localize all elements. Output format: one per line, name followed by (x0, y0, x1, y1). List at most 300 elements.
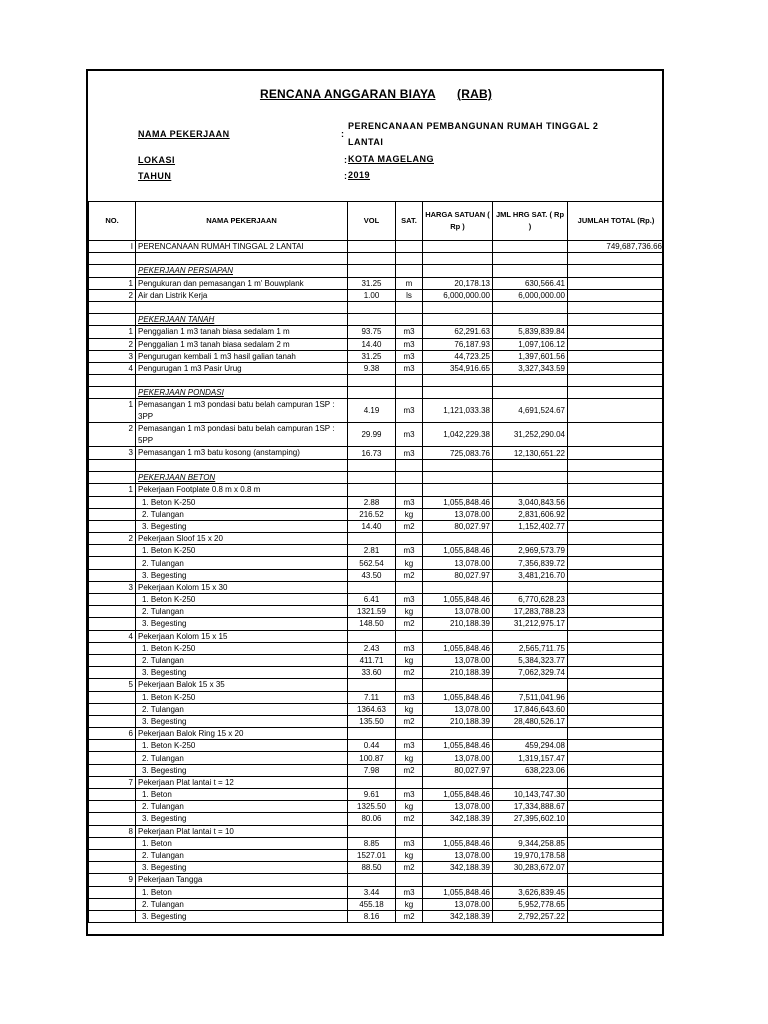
cell-jumlah-total (568, 849, 665, 861)
cell-no: 4 (89, 362, 136, 374)
table-row (89, 241, 665, 253)
cell-sat: m2 (396, 764, 423, 776)
cell-nama-pekerjaan: 2. Tulangan (136, 557, 348, 569)
cell-jml-hrg-sat (493, 581, 568, 593)
cell-no (89, 545, 136, 557)
table-row (89, 874, 665, 886)
cell-vol: 8.85 (348, 837, 396, 849)
cell-sat (396, 776, 423, 788)
cell-no (89, 654, 136, 666)
cell-sat: kg (396, 801, 423, 813)
cell-vol (348, 265, 396, 277)
table-row (89, 423, 665, 447)
document-header (88, 71, 664, 202)
cell-no (89, 618, 136, 630)
cell-sat: kg (396, 898, 423, 910)
cell-jml-hrg-sat: 2,792,257.22 (493, 910, 568, 922)
header-jml-hrg-sat: JML HRG SAT. ( Rp ) (493, 202, 568, 241)
cell-vol: 7.98 (348, 764, 396, 776)
cell-jumlah-total (568, 375, 665, 387)
cell-vol: 9.38 (348, 362, 396, 374)
table-row (89, 545, 665, 557)
cell-jml-hrg-sat: 7,356,839.72 (493, 557, 568, 569)
cell-jml-hrg-sat (493, 241, 568, 253)
cell-no (89, 387, 136, 399)
cell-harga-satuan (423, 253, 493, 265)
cell-jumlah-total (568, 606, 665, 618)
cell-sat (396, 728, 423, 740)
cell-jml-hrg-sat: 7,062,329.74 (493, 667, 568, 679)
cell-nama-pekerjaan: Pekerjaan Balok 15 x 35 (136, 679, 348, 691)
cell-harga-satuan (423, 533, 493, 545)
cell-vol: 7.11 (348, 691, 396, 703)
table-row (89, 703, 665, 715)
cell-jumlah-total (568, 496, 665, 508)
cell-jml-hrg-sat: 12,130,651.22 (493, 447, 568, 460)
cell-jumlah-total (568, 301, 665, 313)
cell-jml-hrg-sat: 31,252,290.04 (493, 423, 568, 447)
cell-no: 2 (89, 423, 136, 447)
cell-jumlah-total (568, 399, 665, 423)
cell-jumlah-total (568, 728, 665, 740)
cell-no: 3 (89, 350, 136, 362)
cell-sat: m3 (396, 399, 423, 423)
cell-harga-satuan: 1,055,848.46 (423, 886, 493, 898)
cell-nama-pekerjaan: 3. Begesting (136, 862, 348, 874)
table-row (89, 533, 665, 545)
cell-vol (348, 459, 396, 471)
cell-jml-hrg-sat: 5,839,839.84 (493, 326, 568, 338)
cell-no (89, 764, 136, 776)
cell-jumlah-total (568, 667, 665, 679)
cell-sat: kg (396, 654, 423, 666)
cell-jml-hrg-sat: 27,395,602.10 (493, 813, 568, 825)
cell-harga-satuan (423, 630, 493, 642)
cell-sat: kg (396, 703, 423, 715)
cell-vol (348, 533, 396, 545)
cell-jml-hrg-sat: 459,294.08 (493, 740, 568, 752)
table-row (89, 752, 665, 764)
cell-harga-satuan (423, 484, 493, 496)
cell-jml-hrg-sat: 10,143,747.30 (493, 789, 568, 801)
cell-vol (348, 874, 396, 886)
cell-sat: m2 (396, 520, 423, 532)
cell-no: 3 (89, 447, 136, 460)
cell-jumlah-total (568, 654, 665, 666)
cell-jumlah-total (568, 825, 665, 837)
cell-nama-pekerjaan: 1. Beton K-250 (136, 496, 348, 508)
cell-no: 6 (89, 728, 136, 740)
cell-no: 1 (89, 484, 136, 496)
cell-harga-satuan: 210,188.39 (423, 667, 493, 679)
colon-lokasi: : (344, 155, 348, 165)
cell-jml-hrg-sat: 2,969,573.79 (493, 545, 568, 557)
cell-jumlah-total (568, 569, 665, 581)
cell-sat (396, 679, 423, 691)
table-row (89, 338, 665, 350)
cell-sat (396, 387, 423, 399)
cell-sat: m2 (396, 910, 423, 922)
table-row (89, 362, 665, 374)
cell-no (89, 375, 136, 387)
cell-nama-pekerjaan: 3. Begesting (136, 667, 348, 679)
cell-no (89, 557, 136, 569)
cell-jml-hrg-sat: 6,000,000.00 (493, 289, 568, 301)
cell-nama-pekerjaan: 1. Beton (136, 837, 348, 849)
cell-nama-pekerjaan: Pemasangan 1 m3 batu kosong (anstamping) (136, 447, 348, 460)
cell-vol (348, 630, 396, 642)
cell-jumlah-total (568, 508, 665, 520)
cell-jumlah-total (568, 910, 665, 922)
cell-nama-pekerjaan: Pekerjaan Plat lantai t = 12 (136, 776, 348, 788)
cell-vol: 411.71 (348, 654, 396, 666)
table-row (89, 387, 665, 399)
cell-sat: m2 (396, 862, 423, 874)
cell-vol: 2.43 (348, 642, 396, 654)
cell-vol: 9.61 (348, 789, 396, 801)
cell-harga-satuan: 1,055,848.46 (423, 594, 493, 606)
cell-nama-pekerjaan: Pekerjaan Plat lantai t = 10 (136, 825, 348, 837)
cell-no (89, 472, 136, 484)
cell-sat: m3 (396, 326, 423, 338)
table-row (89, 459, 665, 471)
cell-jumlah-total (568, 813, 665, 825)
cell-nama-pekerjaan: 3. Begesting (136, 764, 348, 776)
cell-jumlah-total (568, 338, 665, 350)
cell-vol: 455.18 (348, 898, 396, 910)
cell-harga-satuan: 210,188.39 (423, 715, 493, 727)
cell-jml-hrg-sat: 28,480,526.17 (493, 715, 568, 727)
cell-vol: 100.87 (348, 752, 396, 764)
cell-nama-pekerjaan: 3. Begesting (136, 715, 348, 727)
cell-sat: m2 (396, 569, 423, 581)
cell-jumlah-total (568, 740, 665, 752)
table-row (89, 508, 665, 520)
table-row (89, 776, 665, 788)
cell-harga-satuan (423, 459, 493, 471)
cell-harga-satuan (423, 241, 493, 253)
cell-jumlah-total (568, 253, 665, 265)
colon-nama-pekerjaan: : (341, 129, 345, 139)
cell-vol: 148.50 (348, 618, 396, 630)
table-row (89, 581, 665, 593)
cell-nama-pekerjaan: 2. Tulangan (136, 606, 348, 618)
cell-nama-pekerjaan: PERENCANAAN RUMAH TINGGAL 2 LANTAI (136, 241, 348, 253)
label-tahun: TAHUN (138, 171, 172, 181)
cell-jml-hrg-sat: 1,397,601.56 (493, 350, 568, 362)
cell-jumlah-total (568, 594, 665, 606)
value-tahun: 2019 (348, 170, 371, 180)
table-row (89, 789, 665, 801)
table-row (89, 667, 665, 679)
cell-nama-pekerjaan: 3. Begesting (136, 569, 348, 581)
cell-vol: 93.75 (348, 326, 396, 338)
cell-sat (396, 472, 423, 484)
value-nama-pekerjaan (348, 118, 598, 150)
cell-sat: m3 (396, 691, 423, 703)
cell-vol: 31.25 (348, 350, 396, 362)
cell-no (89, 314, 136, 326)
cell-no: 2 (89, 533, 136, 545)
cell-nama-pekerjaan: Pekerjaan Balok Ring 15 x 20 (136, 728, 348, 740)
cell-harga-satuan (423, 679, 493, 691)
cell-jumlah-total (568, 618, 665, 630)
cell-vol (348, 728, 396, 740)
cell-harga-satuan: 80,027.97 (423, 520, 493, 532)
cell-harga-satuan (423, 728, 493, 740)
cell-no (89, 301, 136, 313)
cell-vol: 14.40 (348, 520, 396, 532)
cell-jumlah-total (568, 277, 665, 289)
cell-harga-satuan (423, 776, 493, 788)
cell-jml-hrg-sat (493, 825, 568, 837)
table-row (89, 654, 665, 666)
cell-no: 4 (89, 630, 136, 642)
cell-vol (348, 241, 396, 253)
cell-sat: m3 (396, 545, 423, 557)
cell-jml-hrg-sat: 1,319,157.47 (493, 752, 568, 764)
cell-jumlah-total (568, 387, 665, 399)
cell-harga-satuan: 80,027.97 (423, 764, 493, 776)
cell-nama-pekerjaan: Pengurugan 1 m3 Pasir Urug (136, 362, 348, 374)
cell-vol: 29.99 (348, 423, 396, 447)
cell-harga-satuan: 342,188.39 (423, 862, 493, 874)
cell-vol (348, 484, 396, 496)
cell-harga-satuan (423, 387, 493, 399)
cell-harga-satuan: 13,078.00 (423, 752, 493, 764)
cell-jumlah-total (568, 703, 665, 715)
cell-jumlah-total (568, 265, 665, 277)
cell-jumlah-total (568, 874, 665, 886)
table-row (89, 764, 665, 776)
table-row (89, 314, 665, 326)
cell-jml-hrg-sat: 3,040,843.56 (493, 496, 568, 508)
cell-no (89, 496, 136, 508)
cell-sat: m3 (396, 789, 423, 801)
table-row (89, 569, 665, 581)
cell-harga-satuan: 13,078.00 (423, 557, 493, 569)
cell-jml-hrg-sat: 6,770,628.23 (493, 594, 568, 606)
cell-sat: kg (396, 606, 423, 618)
cell-harga-satuan: 80,027.97 (423, 569, 493, 581)
cell-no (89, 752, 136, 764)
value-nama-pekerjaan-line2: LANTAI (348, 137, 384, 147)
cell-harga-satuan (423, 301, 493, 313)
cell-nama-pekerjaan: PEKERJAAN PONDASI (136, 387, 348, 399)
cell-sat: m3 (396, 886, 423, 898)
cell-jml-hrg-sat (493, 874, 568, 886)
cell-jumlah-total (568, 362, 665, 374)
value-lokasi: KOTA MAGELANG (348, 154, 434, 164)
cell-nama-pekerjaan: 3. Begesting (136, 910, 348, 922)
cell-sat: ls (396, 289, 423, 301)
cell-vol: 2.88 (348, 496, 396, 508)
cell-no (89, 667, 136, 679)
cell-no (89, 910, 136, 922)
title-code: (RAB) (457, 87, 493, 101)
cell-harga-satuan: 1,055,848.46 (423, 789, 493, 801)
cell-jumlah-total (568, 545, 665, 557)
cell-sat: m2 (396, 715, 423, 727)
cell-jumlah-total: 749,687,736.66 (568, 241, 665, 253)
cell-jml-hrg-sat: 19,970,178.58 (493, 849, 568, 861)
cell-jumlah-total (568, 447, 665, 460)
cell-nama-pekerjaan: 2. Tulangan (136, 752, 348, 764)
cell-no (89, 253, 136, 265)
cell-no (89, 886, 136, 898)
cell-jumlah-total (568, 789, 665, 801)
cell-sat (396, 241, 423, 253)
cell-vol: 216.52 (348, 508, 396, 520)
cell-jumlah-total (568, 472, 665, 484)
cell-no (89, 569, 136, 581)
cell-no (89, 789, 136, 801)
cell-nama-pekerjaan: 2. Tulangan (136, 849, 348, 861)
cell-jumlah-total (568, 289, 665, 301)
table-row (89, 606, 665, 618)
cell-jml-hrg-sat (493, 301, 568, 313)
cell-jumlah-total (568, 752, 665, 764)
cell-nama-pekerjaan (136, 375, 348, 387)
cell-sat: kg (396, 508, 423, 520)
cell-nama-pekerjaan: 1. Beton K-250 (136, 594, 348, 606)
cell-jml-hrg-sat: 638,223.06 (493, 764, 568, 776)
cell-nama-pekerjaan: Pekerjaan Sloof 15 x 20 (136, 533, 348, 545)
header-jumlah-total: JUMLAH TOTAL (Rp.) (568, 202, 665, 241)
cell-nama-pekerjaan: 1. Beton (136, 789, 348, 801)
cell-harga-satuan: 13,078.00 (423, 801, 493, 813)
cell-vol (348, 581, 396, 593)
cell-jml-hrg-sat (493, 533, 568, 545)
cell-nama-pekerjaan: 2. Tulangan (136, 703, 348, 715)
cell-no (89, 508, 136, 520)
cell-jumlah-total (568, 557, 665, 569)
cell-jml-hrg-sat (493, 265, 568, 277)
cell-harga-satuan: 13,078.00 (423, 654, 493, 666)
table-row (89, 910, 665, 922)
cell-jml-hrg-sat: 1,152,402.77 (493, 520, 568, 532)
cell-jml-hrg-sat: 3,327,343.59 (493, 362, 568, 374)
cell-no (89, 265, 136, 277)
value-nama-pekerjaan-line1: PERENCANAAN PEMBANGUNAN RUMAH TINGGAL 2 (348, 121, 599, 131)
cell-vol (348, 825, 396, 837)
table-row (89, 399, 665, 423)
table-row (89, 350, 665, 362)
table-row (89, 837, 665, 849)
cell-vol: 16.73 (348, 447, 396, 460)
cell-jml-hrg-sat: 31,212,975.17 (493, 618, 568, 630)
cell-vol: 6.41 (348, 594, 396, 606)
cell-vol: 562.54 (348, 557, 396, 569)
cell-harga-satuan: 20,178.13 (423, 277, 493, 289)
table-row (89, 472, 665, 484)
cell-no (89, 691, 136, 703)
cell-harga-satuan (423, 375, 493, 387)
cell-harga-satuan: 1,055,848.46 (423, 545, 493, 557)
cell-no: 1 (89, 326, 136, 338)
cell-sat: m3 (396, 350, 423, 362)
cell-sat (396, 581, 423, 593)
cell-jml-hrg-sat: 5,952,778.65 (493, 898, 568, 910)
table-row (89, 375, 665, 387)
cell-jml-hrg-sat: 17,283,788.23 (493, 606, 568, 618)
cell-no (89, 740, 136, 752)
cell-harga-satuan: 62,291.63 (423, 326, 493, 338)
table-row (89, 301, 665, 313)
cell-jml-hrg-sat (493, 728, 568, 740)
cell-nama-pekerjaan (136, 301, 348, 313)
cell-jumlah-total (568, 898, 665, 910)
cell-jml-hrg-sat (493, 776, 568, 788)
cell-vol (348, 314, 396, 326)
cell-sat: m3 (396, 338, 423, 350)
cell-nama-pekerjaan: Pekerjaan Tangga (136, 874, 348, 886)
cell-harga-satuan: 13,078.00 (423, 898, 493, 910)
cell-jumlah-total (568, 326, 665, 338)
rab-table (88, 201, 664, 923)
cell-vol: 0.44 (348, 740, 396, 752)
cell-jml-hrg-sat: 3,626,839.45 (493, 886, 568, 898)
table-row (89, 289, 665, 301)
cell-nama-pekerjaan: Pekerjaan Kolom 15 x 30 (136, 581, 348, 593)
table-row (89, 679, 665, 691)
cell-jumlah-total (568, 862, 665, 874)
cell-nama-pekerjaan: PEKERJAAN PERSIAPAN (136, 265, 348, 277)
cell-sat (396, 265, 423, 277)
cell-nama-pekerjaan (136, 459, 348, 471)
cell-vol: 80.06 (348, 813, 396, 825)
cell-nama-pekerjaan: 1. Beton (136, 886, 348, 898)
cell-sat: m3 (396, 447, 423, 460)
cell-nama-pekerjaan: Pemasangan 1 m3 pondasi batu belah campuran 1SP : 5PP (136, 423, 348, 447)
table-header-row (89, 202, 665, 241)
cell-no (89, 594, 136, 606)
header-nama-pekerjaan: NAMA PEKERJAAN (136, 202, 348, 241)
cell-harga-satuan: 1,042,229.38 (423, 423, 493, 447)
cell-jml-hrg-sat: 9,344,258.85 (493, 837, 568, 849)
cell-jml-hrg-sat (493, 630, 568, 642)
cell-harga-satuan (423, 314, 493, 326)
cell-vol: 1364.63 (348, 703, 396, 715)
cell-no (89, 849, 136, 861)
cell-jml-hrg-sat: 7,511,041.96 (493, 691, 568, 703)
label-lokasi: LOKASI (138, 155, 176, 165)
table-row (89, 484, 665, 496)
cell-vol: 4.19 (348, 399, 396, 423)
cell-harga-satuan: 342,188.39 (423, 813, 493, 825)
cell-nama-pekerjaan: Pengukuran dan pemasangan 1 m' Bouwplank (136, 277, 348, 289)
cell-sat (396, 301, 423, 313)
cell-harga-satuan: 13,078.00 (423, 606, 493, 618)
cell-sat (396, 314, 423, 326)
cell-no (89, 862, 136, 874)
cell-harga-satuan: 1,055,848.46 (423, 642, 493, 654)
cell-nama-pekerjaan: 1. Beton K-250 (136, 691, 348, 703)
colon-tahun: : (344, 171, 348, 181)
cell-jumlah-total (568, 715, 665, 727)
cell-harga-satuan: 44,723.25 (423, 350, 493, 362)
cell-jumlah-total (568, 581, 665, 593)
cell-sat (396, 375, 423, 387)
cell-nama-pekerjaan: Pengurugan kembali 1 m3 hasil galian tanah (136, 350, 348, 362)
cell-sat: m3 (396, 594, 423, 606)
cell-harga-satuan: 1,055,848.46 (423, 691, 493, 703)
table-row (89, 253, 665, 265)
table-row (89, 801, 665, 813)
cell-jumlah-total (568, 764, 665, 776)
cell-harga-satuan: 1,055,848.46 (423, 496, 493, 508)
table-row (89, 898, 665, 910)
